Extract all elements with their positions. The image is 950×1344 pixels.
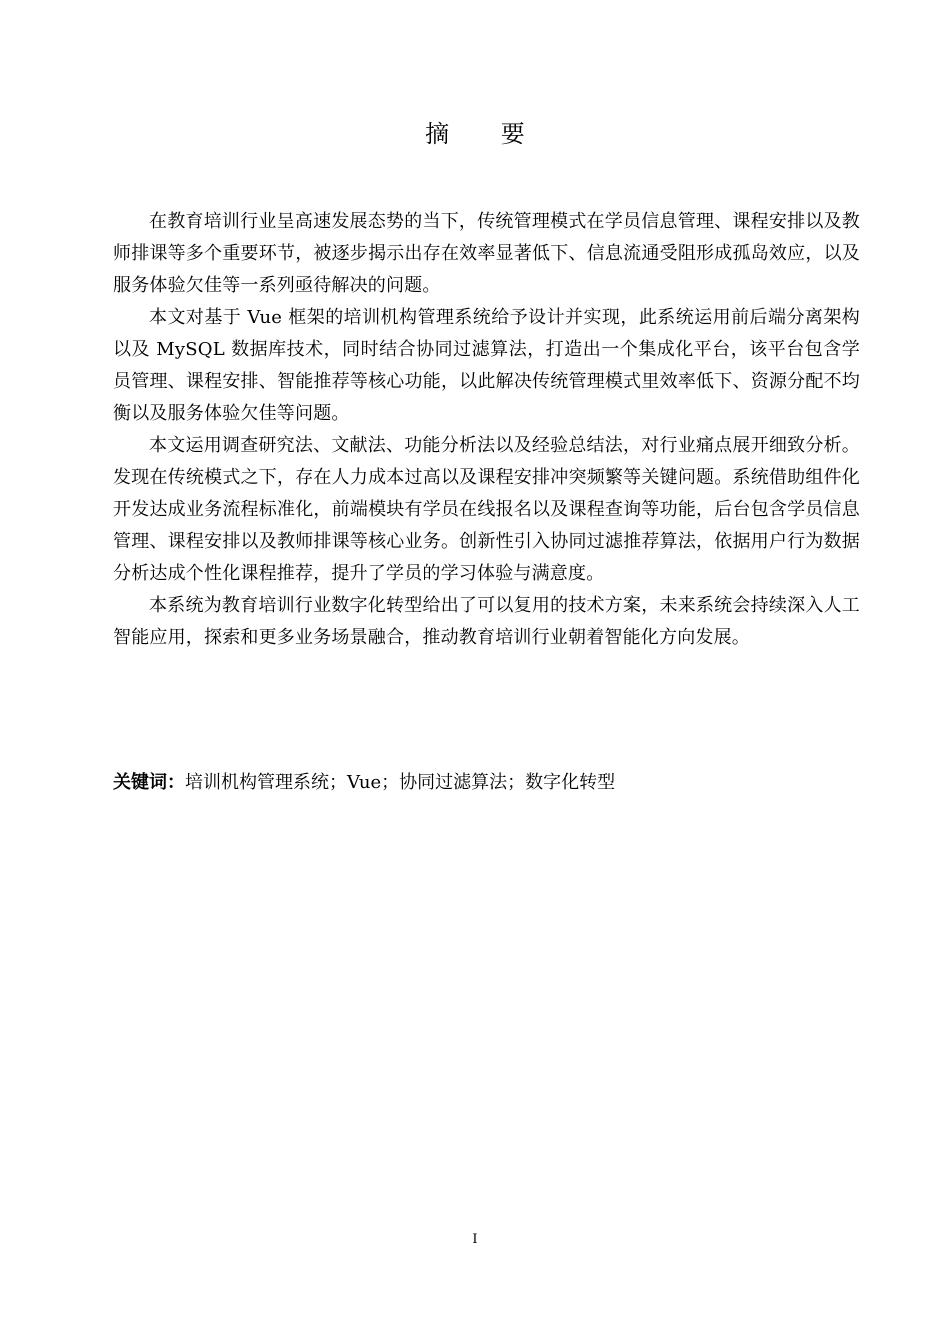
keywords-text: 培训机构管理系统；Vue；协同过滤算法；数字化转型: [185, 772, 616, 793]
keywords-label: 关键词：: [113, 772, 185, 793]
abstract-paragraph-3: 本文运用调查研究法、文献法、功能分析法以及经验总结法，对行业痛点展开细致分析。发现在传统模式之下，存在人力成本过高以及课程安排冲突频繁等关键问题。系统借助组件化开发达成业务流程标准化，前端模块有学员在线报名以及课程查询等功能，后台包含学员信息管理、课程安排以及教师排课等核心业务。创新性引入协同过滤推荐算法，依据用户行为数据分析达成个性化课程推荐，提升了学员的学习体验与满意度。: [113, 435, 860, 584]
page-number: I: [472, 1232, 478, 1247]
abstract-body: [113, 206, 860, 654]
abstract-paragraph-4: 本系统为教育培训行业数字化转型给出了可以复用的技术方案，未来系统会持续深入人工智能应用，探索和更多业务场景融合，推动教育培训行业朝着智能化方向发展。: [113, 595, 860, 648]
page-title: 摘 要: [425, 120, 547, 148]
abstract-paragraph-2: 本文对基于 Vue 框架的培训机构管理系统给予设计并实现，此系统运用前后端分离架构以及 MySQL 数据库技术，同时结合协同过滤算法，打造出一个集成化平台，该平台包含学员管理、课程安排、智能推荐等核心功能，以此解决传统管理模式里效率低下、资源分配不均衡以及服务体验欠佳等问题。: [113, 307, 860, 424]
keywords-line: [113, 767, 860, 799]
abstract-paragraph-1: 在教育培训行业呈高速发展态势的当下，传统管理模式在学员信息管理、课程安排以及教师排课等多个重要环节，被逐步揭示出存在效率显著低下、信息流通受阻形成孤岛效应，以及服务体验欠佳等一系列亟待解决的问题。: [113, 211, 860, 296]
